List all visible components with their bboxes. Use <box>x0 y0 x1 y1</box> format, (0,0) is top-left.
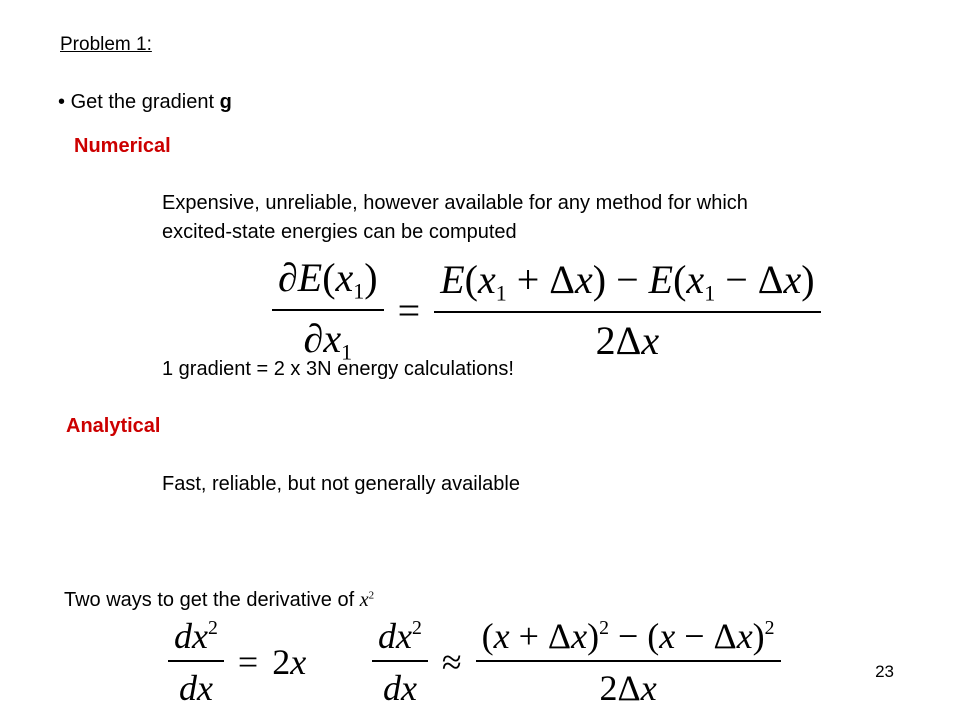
lhs-fraction: $\frac{\partial E(x_1)}{\partial x_1}$ <box>272 258 384 363</box>
derivative-intro-text: Two ways to get the derivative of <box>64 589 360 611</box>
numerical-gradient-equation: $\frac{\partial E(x_1)}{\partial x_1}$ = $\frac{E(x_1 + \Delta x) - E(x_1 - \Delta x)}{2\Delta x}$ <box>272 258 821 363</box>
numerical-heading: Numerical <box>74 135 171 157</box>
derivative-exponent: 2 <box>368 589 375 602</box>
gradient-symbol: g <box>219 91 232 113</box>
numerical-description-line2: excited-state energies can be computed <box>162 221 517 243</box>
bullet-get-gradient <box>58 91 232 114</box>
page-number: 23 <box>875 662 894 681</box>
analytical-description: Fast, reliable, but not generally available <box>162 473 520 495</box>
slide-title: Problem 1: <box>60 34 152 55</box>
bullet-dot: • <box>58 91 66 113</box>
rhs-fraction: $\frac{E(x_1 + \Delta x) - E(x_1 - \Delta x)}{2\Delta x}$ <box>434 260 820 361</box>
numerical-derivative-equation: $\frac{dx^2}{dx}$ ≈ $\frac{(x + \Delta x)^2 - (x - \Delta x)^2}{2\Delta x}$ <box>372 618 781 706</box>
numerical-description-line1: Expensive, unreliable, however available for any method for which <box>162 192 748 214</box>
bullet-text: Get the gradient <box>70 91 220 113</box>
derivative-intro <box>64 589 374 612</box>
derivative-variable: x <box>359 589 369 611</box>
gradient-cost-note: 1 gradient = 2 x 3N energy calculations! <box>162 358 514 380</box>
analytical-derivative-equation: $\frac{dx^2}{dx}$ = 2x <box>168 618 306 706</box>
analytical-heading: Analytical <box>66 415 161 437</box>
